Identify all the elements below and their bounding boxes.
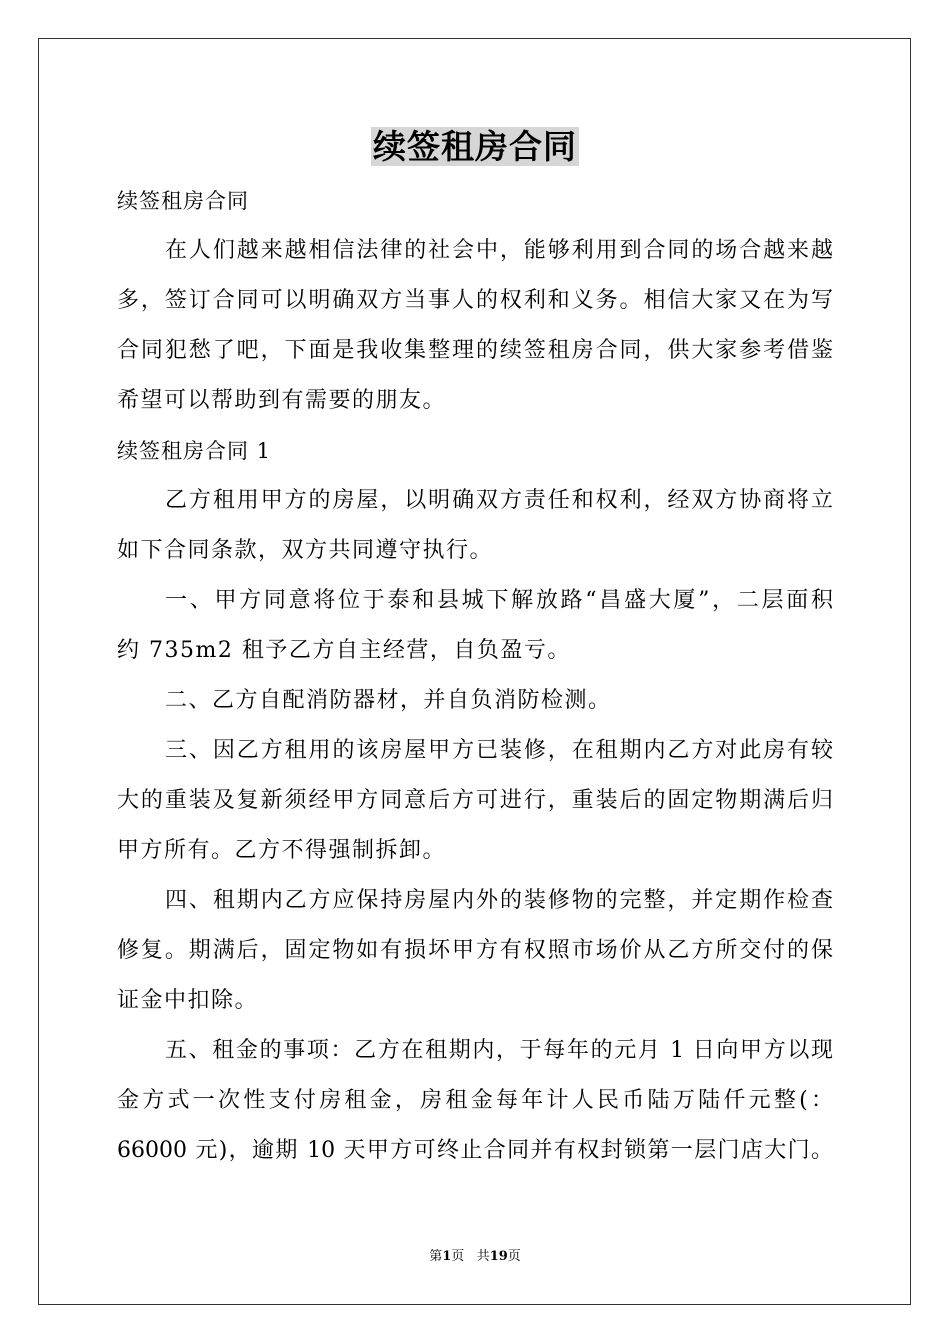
clause-3-line: 大的重装及复新须经甲方同意后方可进行，重装后的固定物期满后归 [117,788,833,813]
document-title [0,124,950,170]
clause-3-line: 甲方所有。乙方不得强制拆卸。 [117,838,447,863]
document-body [117,176,833,1176]
page-current-number: 1 [442,1249,452,1264]
clause-3-line: 三、因乙方租用的该房屋甲方已装修，在租期内乙方对此房有较 [165,738,833,763]
clause-5-line: 五、租金的事项：乙方在租期内，于每年的元月 1 日向甲方以现 [165,1038,833,1063]
clause-5-line: 金方式一次性支付房租金，房租金每年计人民币陆万陆仟元整(： [117,1088,833,1113]
clause-4-line: 四、租期内乙方应保持房屋内外的装修物的完整，并定期作检查 [165,888,833,913]
subtitle: 续签租房合同 [117,189,249,213]
clause-1-line: 一、甲方同意将位于泰和县城下解放路“昌盛大厦”，二层面积 [165,588,833,613]
clause-4-line: 修复。期满后，固定物如有损坏甲方有权照市场价从乙方所交付的保 [117,938,833,963]
clause-preamble-line: 如下合同条款，双方共同遵守执行。 [117,538,494,563]
clause-2-line: 二、乙方自配消防器材，并自负消防检测。 [165,688,612,713]
intro-paragraph-line: 希望可以帮助到有需要的朋友。 [117,388,447,413]
total-unit: 页 [507,1249,521,1264]
page-total-number: 19 [489,1249,508,1264]
clause-5-line: 66000 元)，逾期 10 天甲方可终止合同并有权封锁第一层门店大门。 [117,1138,833,1163]
page-prefix: 第 [429,1249,443,1264]
section-heading: 续签租房合同 1 [117,439,272,463]
intro-paragraph-line: 在人们越来越相信法律的社会中，能够利用到合同的场合越来越 [165,238,833,263]
page-unit: 页 [451,1249,465,1264]
page-footer [0,1248,950,1266]
total-prefix: 共 [476,1249,490,1264]
intro-paragraph-line: 多，签订合同可以明确双方当事人的权利和义务。相信大家又在为写 [117,288,833,313]
clause-1-line: 约 735m2 租予乙方自主经营，自负盈亏。 [117,638,571,663]
clause-4-line: 证金中扣除。 [117,988,259,1013]
document-title-text: 续签租房合同 [373,127,577,166]
intro-paragraph-line: 合同犯愁了吧，下面是我收集整理的续签租房合同，供大家参考借鉴 [117,338,833,363]
clause-preamble-line: 乙方租用甲方的房屋，以明确双方责任和权利，经双方协商将立 [165,488,833,513]
